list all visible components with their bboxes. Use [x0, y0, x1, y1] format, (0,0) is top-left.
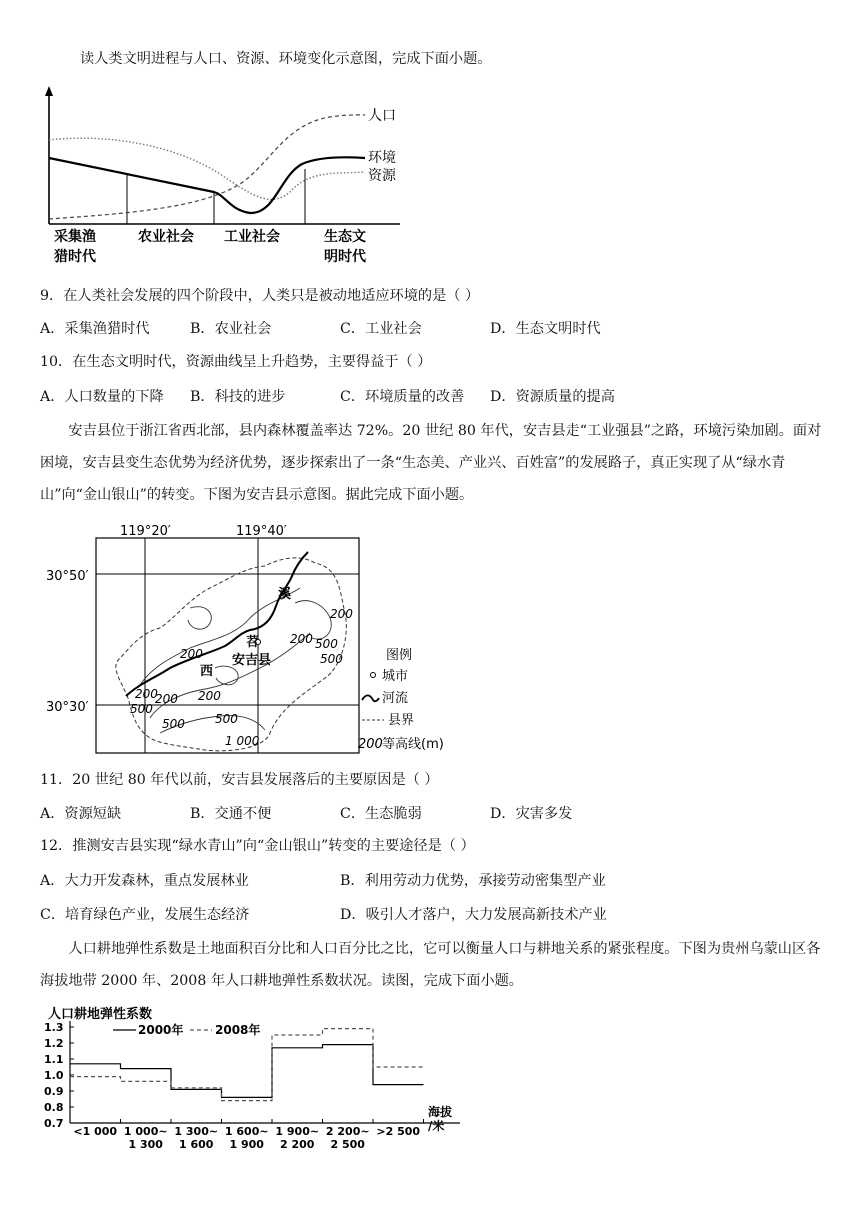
series-line-2008年 [70, 1029, 424, 1101]
contour-label: 1 000 [225, 734, 260, 748]
chart-ylabel: 人口耕地弹性系数 [48, 1007, 153, 1022]
lat-label-1: 30°50′ [46, 569, 89, 584]
legend-river-symbol [362, 695, 379, 701]
contour-label: 200 [155, 692, 178, 706]
label-environment: 环境 [368, 150, 396, 166]
label-resource: 资源 [368, 168, 396, 184]
y-tick-label: 0.7 [44, 1117, 64, 1130]
lon-label-1: 119°20′ [120, 524, 171, 539]
q9-option-a[interactable]: A．采集渔猎时代 [40, 321, 150, 337]
q11-option-c[interactable]: C．生态脆弱 [340, 806, 422, 822]
contour-label: 200 [290, 632, 313, 646]
elasticity-chart [40, 1003, 470, 1153]
y-tick-label: 1.2 [44, 1037, 64, 1050]
legend-2000: 2000年 [138, 1023, 184, 1037]
legend-contour: 等高线(m) [382, 737, 444, 752]
contour-label: 500 [215, 712, 238, 726]
q11-option-d[interactable]: D．灾害多发 [490, 806, 573, 822]
q12-stem: 12．推测安吉县实现“绿水青山”向“金山银山”转变的主要途径是（ ） [40, 838, 475, 854]
q9-stem: 9．在人类社会发展的四个阶段中，人类只是被动地适应环境的是（ ） [40, 288, 480, 304]
y-tick-label: 0.8 [44, 1101, 64, 1114]
river-char-1: 溪 [278, 587, 292, 602]
river-char-2: 苕 [246, 635, 260, 650]
stage-label-3: 工业社会 [224, 229, 280, 245]
y-tick-label: 1.1 [44, 1053, 64, 1066]
legend-city: 城市 [382, 669, 409, 684]
y-tick-label: 0.9 [44, 1085, 64, 1098]
x-tick-label: 1 000~ [123, 1125, 168, 1138]
q9-option-b[interactable]: B．农业社会 [190, 321, 272, 337]
legend-city-symbol [371, 673, 376, 678]
q11-option-b[interactable]: B．交通不便 [190, 806, 272, 822]
x-tick-label: 2 200 [280, 1138, 315, 1151]
label-population: 人口 [368, 108, 396, 124]
q12-option-a[interactable]: A．大力开发森林，重点发展林业 [40, 873, 249, 889]
civilization-figure [40, 84, 460, 274]
x-tick-label: <1 000 [73, 1125, 118, 1138]
contour-label: 200 [180, 647, 203, 661]
stage-label-4b: 明时代 [324, 249, 366, 265]
x-tick-label: 1 600 [179, 1138, 214, 1151]
q9-option-c[interactable]: C．工业社会 [340, 321, 422, 337]
contour-label: 200 [135, 687, 158, 701]
intro-text-2: 安吉县位于浙江省西北部，县内森林覆盖率达 72%。20 世纪 80 年代，安吉县走“工业强县”之路，环境污染加剧。面对困境，安吉县变生态优势为经济优势，逐步探索出了一条“生态美、产业兴、百姓富”的发展路子，真正实现了从“绿水青山”向“金山银山”的转变。下图为安吉县示意图。据此完成下面小题。 [40, 423, 822, 503]
legend-boundary: 县界 [388, 713, 415, 728]
chart-xlabel-1: 海拔 [428, 1105, 453, 1119]
q10-option-b[interactable]: B．科技的进步 [190, 389, 286, 405]
intro-text-1: 读人类文明进程与人口、资源、环境变化示意图，完成下面小题。 [80, 51, 492, 67]
series-line-2000年 [70, 1045, 424, 1098]
stage-label-1b: 猎时代 [54, 249, 96, 265]
q11-stem: 11．20 世纪 80 年代以前，安吉县发展落后的主要原因是（ ） [40, 772, 439, 788]
contour-label: 500 [320, 652, 343, 666]
x-tick-label: >2 500 [376, 1125, 421, 1138]
q10-stem: 10．在生态文明时代，资源曲线呈上升趋势，主要得益于（ ） [40, 354, 432, 370]
stage-label-1a: 采集渔 [54, 229, 96, 245]
contour-label: 500 [162, 717, 185, 731]
q12-option-c[interactable]: C．培育绿色产业，发展生态经济 [40, 907, 250, 923]
river-char-3: 西 [200, 664, 214, 679]
legend-contour-sample: 200 [358, 737, 383, 752]
contour-label: 500 [315, 637, 338, 651]
county-label: 安吉县 [232, 653, 272, 668]
x-tick-label: 1 900~ [275, 1125, 320, 1138]
contour-label: 200 [330, 607, 353, 621]
q9-option-d[interactable]: D．生态文明时代 [490, 321, 601, 337]
y-tick-label: 1.0 [44, 1069, 64, 1082]
contour-label: 500 [130, 702, 153, 716]
x-tick-label: 1 600~ [224, 1125, 269, 1138]
contour-label: 200 [198, 689, 221, 703]
stage-label-2: 农业社会 [138, 229, 194, 245]
x-tick-label: 1 300~ [174, 1125, 219, 1138]
q12-option-d[interactable]: D．吸引人才落户，大力发展高新技术产业 [340, 907, 607, 923]
q12-option-b[interactable]: B．利用劳动力优势，承接劳动密集型产业 [340, 873, 606, 889]
q11-option-a[interactable]: A．资源短缺 [40, 806, 122, 822]
y-tick-label: 1.3 [44, 1021, 64, 1034]
intro-text-3: 人口耕地弹性系数是土地面积百分比和人口百分比之比，它可以衡量人口与耕地关系的紧张程度。下图为贵州乌蒙山区各海拔地带 2000 年、2008 年人口耕地弹性系数状况。读图，完成下面小题。 [40, 941, 821, 989]
legend-title: 图例 [386, 648, 413, 663]
q10-option-d[interactable]: D．资源质量的提高 [490, 389, 615, 405]
lon-label-2: 119°40′ [236, 524, 287, 539]
x-tick-label: 1 900 [229, 1138, 264, 1151]
legend-river: 河流 [382, 691, 409, 706]
q10-option-c[interactable]: C．环境质量的改善 [340, 389, 465, 405]
x-tick-label: 1 300 [128, 1138, 163, 1151]
x-tick-label: 2 500 [330, 1138, 365, 1151]
lat-label-2: 30°30′ [46, 700, 89, 715]
q10-option-a[interactable]: A．人口数量的下降 [40, 389, 164, 405]
stage-label-4a: 生态文 [324, 229, 366, 245]
legend-2008: 2008年 [215, 1023, 261, 1037]
anji-county-map [40, 518, 480, 758]
x-tick-label: 2 200~ [325, 1125, 370, 1138]
chart-xlabel-2: /米 [428, 1119, 445, 1133]
